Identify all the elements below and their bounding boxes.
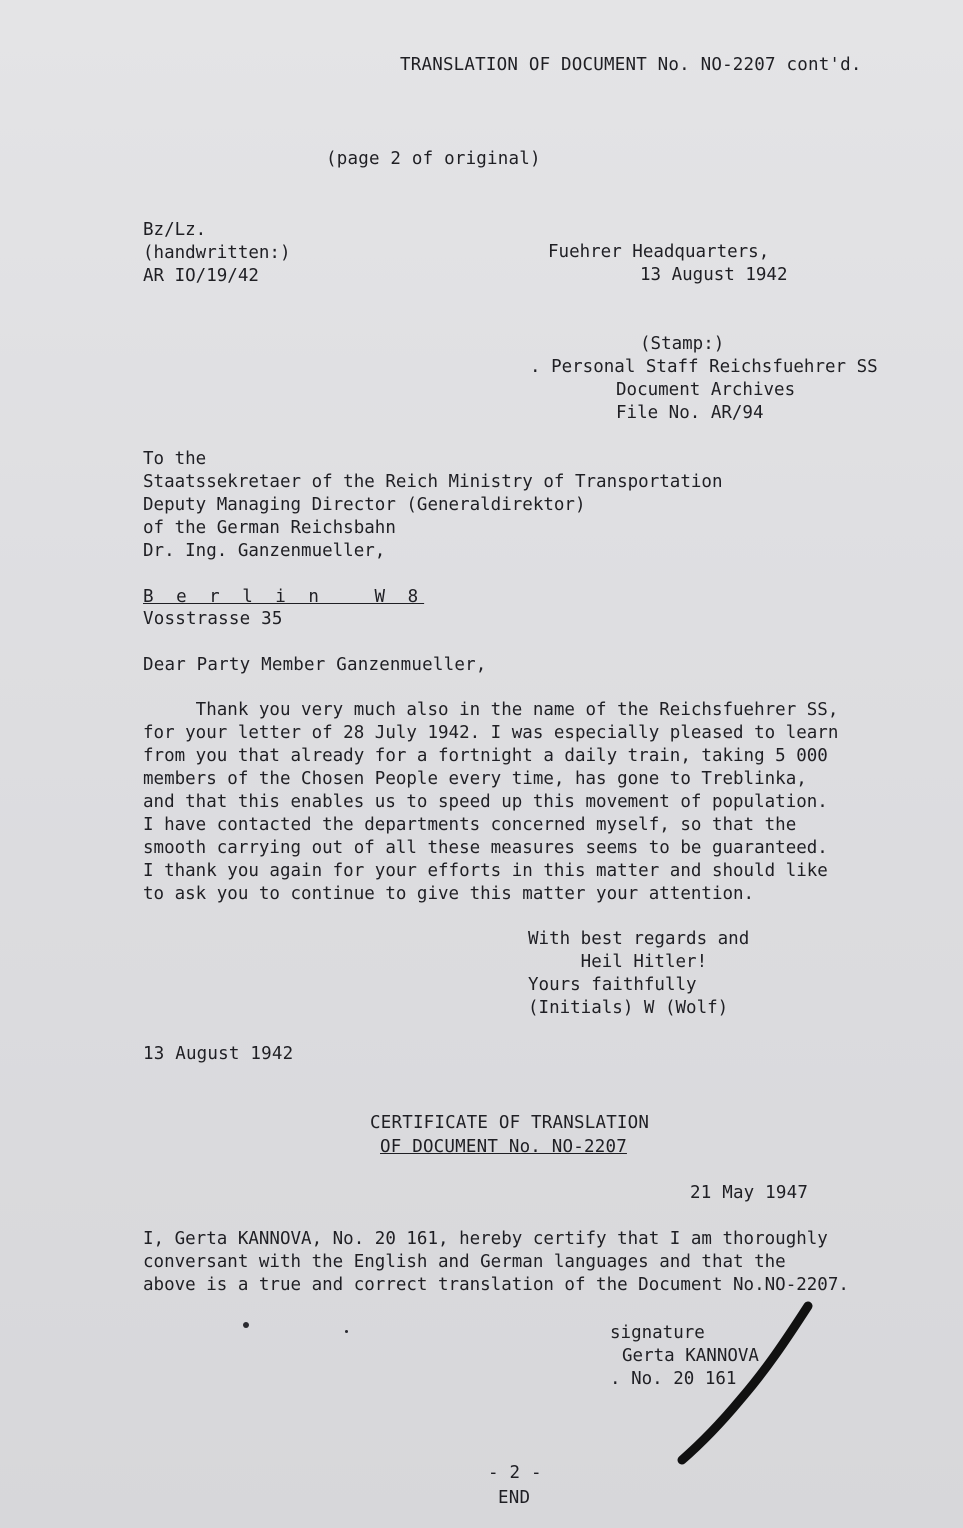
addressee-line: Dr. Ing. Ganzenmueller,: [143, 541, 386, 561]
end-marker: END: [498, 1488, 531, 1508]
signature-line: Gerta KANNOVA: [622, 1346, 759, 1366]
signature-line: . No. 20 161: [610, 1369, 737, 1389]
stamp-line: . Personal Staff Reichsfuehrer SS: [530, 357, 878, 377]
place-line: Fuehrer Headquarters,: [548, 242, 770, 262]
ink-speck: [243, 1322, 249, 1328]
body-line: for your letter of 28 July 1942. I was especially pleased to learn: [143, 723, 839, 743]
reference-line: (handwritten:): [143, 243, 291, 263]
letter-date: 13 August 1942: [143, 1044, 294, 1064]
addressee-block: [143, 448, 722, 563]
body-line: to ask you to continue to give this matter your attention.: [143, 884, 755, 904]
document-title: TRANSLATION OF DOCUMENT No. NO-2207 cont'd.: [400, 55, 862, 75]
date-line: 13 August 1942: [640, 265, 788, 285]
certificate-line: above is a true and correct translation of the Document No.NO-2207.: [143, 1275, 849, 1295]
certificate-subtitle: OF DOCUMENT No. NO-2207: [380, 1137, 627, 1157]
closing-line: With best regards and: [528, 929, 750, 949]
closing-line: Heil Hitler!: [528, 952, 708, 972]
page-number: - 2 -: [488, 1463, 542, 1483]
closing-block: [528, 928, 749, 1020]
place-date-block: [548, 241, 788, 287]
ink-speck: [345, 1330, 348, 1333]
stamp-line: Document Archives: [616, 380, 796, 400]
certificate-line: conversant with the English and German languages and that the: [143, 1252, 786, 1272]
closing-line: Yours faithfully: [528, 975, 697, 995]
salutation: Dear Party Member Ganzenmueller,: [143, 655, 487, 675]
addressee-line: Deputy Managing Director (Generaldirektor): [143, 495, 586, 515]
reference-block: [143, 219, 291, 288]
stamp-line: File No. AR/94: [616, 403, 764, 423]
stamp-block: [530, 333, 878, 425]
body-line: from you that already for a fortnight a daily train, taking 5 000: [143, 746, 828, 766]
certificate-date: 21 May 1947: [690, 1183, 809, 1203]
body-line: I thank you again for your efforts in this matter and should like: [143, 861, 828, 881]
addressee-line: To the: [143, 449, 207, 469]
closing-line: (Initials) W (Wolf): [528, 998, 729, 1018]
body-line: Thank you very much also in the name of the Reichsfuehrer SS,: [143, 700, 839, 720]
signature-mark-icon: [676, 1300, 816, 1470]
certificate-title: CERTIFICATE OF TRANSLATION: [370, 1113, 650, 1133]
body-line: and that this enables us to speed up this movement of population.: [143, 792, 828, 812]
reference-line: AR IO/19/42: [143, 266, 259, 286]
stamp-line: (Stamp:): [640, 334, 725, 354]
signature-line: signature: [610, 1323, 705, 1343]
certificate-body: [143, 1228, 849, 1297]
body-line: I have contacted the departments concerned myself, so that the: [143, 815, 797, 835]
certificate-line: I, Gerta KANNOVA, No. 20 161, hereby certify that I am thoroughly: [143, 1229, 828, 1249]
addressee-line: Staatssekretaer of the Reich Ministry of Transportation: [143, 472, 723, 492]
body-line: smooth carrying out of all these measures seems to be guaranteed.: [143, 838, 828, 858]
addressee-line: of the German Reichsbahn: [143, 518, 396, 538]
page-note: (page 2 of original): [326, 149, 541, 169]
addressee-city: B e r l i n W 8: [143, 587, 425, 607]
reference-line: Bz/Lz.: [143, 220, 207, 240]
letter-body: [143, 699, 838, 906]
body-line: members of the Chosen People every time, has gone to Treblinka,: [143, 769, 807, 789]
addressee-street: Vosstrasse 35: [143, 609, 283, 629]
